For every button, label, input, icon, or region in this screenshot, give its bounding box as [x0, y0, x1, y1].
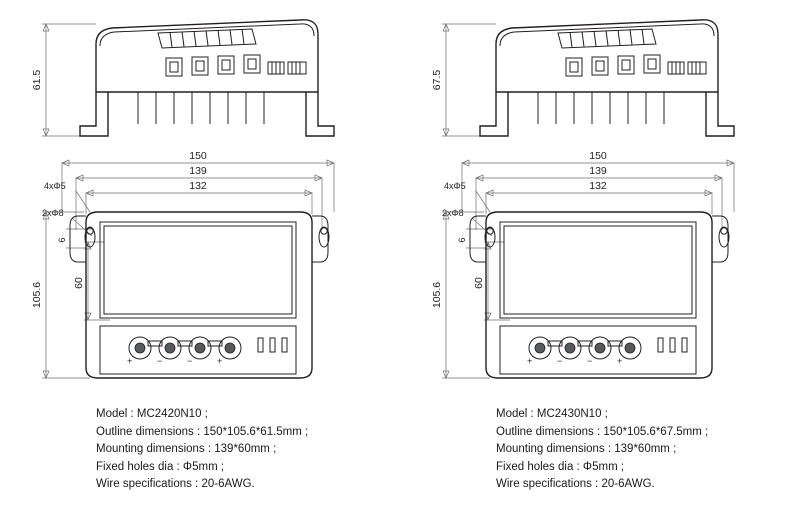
terminal-sym-3: − — [587, 356, 593, 366]
terminal-3-screw — [195, 343, 205, 353]
top-height-outer-label: 105.6 — [431, 281, 443, 309]
top-width-outer-label: 150 — [589, 150, 607, 162]
terminal-sym-3: − — [187, 356, 193, 366]
vent-grille — [558, 29, 656, 48]
terminal-3-screw — [595, 343, 605, 353]
terminal-1-screw — [535, 343, 545, 353]
wing-left — [470, 216, 486, 262]
connector-blocks — [668, 62, 706, 74]
wing-left — [70, 216, 86, 262]
drawing-right — [400, 0, 800, 400]
spec-mounting: Mounting dimensions : 139*60mm ; — [96, 443, 277, 455]
heat-sink-fins — [138, 92, 264, 124]
top-width-inner-label: 132 — [589, 180, 607, 192]
top-height-outer-label: 105.6 — [31, 281, 43, 309]
hole-note-2: 2xΦ8 — [42, 208, 64, 218]
terminal-sym-4: + — [617, 356, 623, 366]
foot-left — [480, 92, 508, 136]
spec-wire: Wire specifications : 20-6AWG. — [96, 478, 255, 490]
vent-slots — [658, 338, 687, 352]
wing-right — [712, 216, 728, 262]
top-view-left — [31, 150, 334, 378]
top-width-outer-label: 150 — [189, 150, 207, 162]
terminal-sym-4: + — [217, 356, 223, 366]
terminal-sym-2: − — [157, 356, 163, 366]
drawing-left — [0, 0, 400, 400]
spec-block-right — [496, 406, 796, 494]
top-height-small-label: 6 — [457, 237, 467, 243]
plan-inner-plate-2 — [504, 226, 692, 314]
top-width-mid-label: 139 — [589, 165, 607, 177]
hole-note-1: 4xΦ5 — [44, 181, 66, 191]
panel-right — [400, 0, 800, 528]
spec-model: Model : MC2430N10 ; — [496, 408, 608, 420]
side-view-right — [431, 20, 734, 136]
fix-hole-tr — [721, 228, 727, 234]
spec-outline: Outline dimensions : 150*105.6*61.5mm ; — [96, 425, 309, 438]
terminal-4-screw — [625, 343, 635, 353]
top-view-right — [431, 150, 734, 378]
vent-slots — [258, 338, 287, 352]
wing-right — [312, 216, 328, 262]
terminal-sym-1: + — [127, 356, 133, 366]
side-height-label: 61.5 — [31, 69, 43, 91]
plan-inner-plate — [500, 222, 696, 318]
plan-inner-plate-2 — [104, 226, 292, 314]
fix-hole-tr — [321, 228, 327, 234]
spec-holes: Fixed holes dia : Φ5mm ; — [96, 460, 225, 473]
terminal-4-screw — [225, 343, 235, 353]
side-view-left — [31, 20, 334, 136]
spec-wire: Wire specifications : 20-6AWG. — [496, 478, 655, 490]
terminal-sym-1: + — [527, 356, 533, 366]
foot-right — [706, 92, 734, 136]
terminal-sym-2: − — [557, 356, 563, 366]
top-width-mid-label: 139 — [189, 165, 207, 177]
hole-note-2: 2xΦ8 — [442, 208, 464, 218]
spec-mounting: Mounting dimensions : 139*60mm ; — [496, 443, 677, 455]
spec-outline: Outline dimensions : 150*105.6*67.5mm ; — [496, 425, 709, 438]
spec-model: Model : MC2420N10 ; — [96, 408, 208, 420]
top-height-inner-label: 60 — [473, 277, 485, 289]
plan-inner-plate — [100, 222, 296, 318]
spec-block-left — [96, 406, 396, 494]
top-height-inner-label: 60 — [73, 277, 85, 289]
connector-blocks — [268, 62, 306, 74]
terminal-row — [527, 337, 641, 366]
terminal-blocks — [166, 55, 260, 76]
hole-note-1: 4xΦ5 — [444, 181, 466, 191]
top-height-small-label: 6 — [57, 237, 67, 243]
terminal-1-screw — [135, 343, 145, 353]
spec-holes: Fixed holes dia : Φ5mm ; — [496, 460, 625, 473]
vent-grille — [158, 29, 256, 48]
terminal-row — [127, 337, 241, 366]
top-width-inner-label: 132 — [189, 180, 207, 192]
terminal-blocks — [566, 55, 660, 76]
heat-sink-fins — [538, 92, 664, 124]
terminal-2-screw — [165, 343, 175, 353]
foot-left — [80, 92, 108, 136]
side-height-label: 67.5 — [431, 69, 443, 91]
terminal-2-screw — [565, 343, 575, 353]
foot-right — [306, 92, 334, 136]
